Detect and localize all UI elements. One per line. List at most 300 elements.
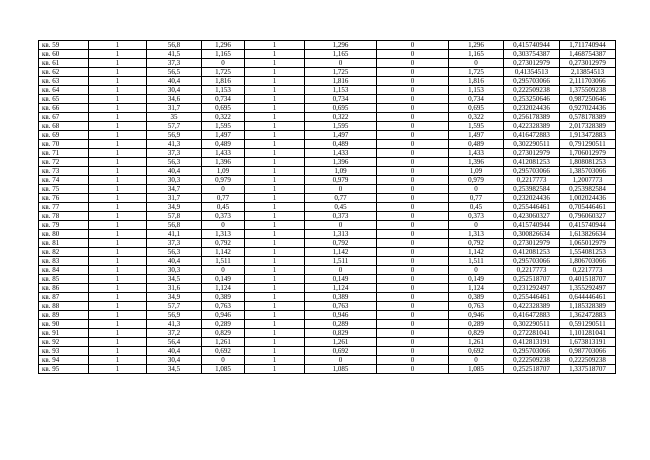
- apartment-label-cell: кв. 67: [39, 113, 89, 122]
- table-cell: 1,313: [202, 230, 245, 239]
- table-cell: 1: [245, 212, 305, 221]
- table-cell: 1,511: [449, 257, 504, 266]
- table-cell: 40,4: [147, 347, 202, 356]
- table-cell: 1: [89, 239, 147, 248]
- table-cell: 0,45: [305, 203, 377, 212]
- table-cell: 1,497: [449, 131, 504, 140]
- table-cell: 0: [377, 302, 449, 311]
- table-cell: 0,763: [202, 302, 245, 311]
- table-cell: 1: [89, 338, 147, 347]
- table-cell: 0,489: [305, 140, 377, 149]
- table-cell: 1: [245, 104, 305, 113]
- table-cell: 34,9: [147, 293, 202, 302]
- table-cell: 0: [377, 131, 449, 140]
- table-cell: 0,2217773: [504, 176, 560, 185]
- table-cell: 1,085: [305, 365, 377, 374]
- table-cell: 0: [305, 185, 377, 194]
- table-cell: 1,816: [449, 77, 504, 86]
- table-cell: 0: [377, 77, 449, 86]
- table-cell: 0,255446461: [504, 203, 560, 212]
- table-row: [39, 356, 616, 365]
- table-cell: 0,792: [202, 239, 245, 248]
- table-cell: 1: [245, 275, 305, 284]
- table-cell: 1,065012979: [560, 239, 616, 248]
- table-cell: 1: [245, 86, 305, 95]
- table-cell: 57,7: [147, 302, 202, 311]
- table-row: [39, 347, 616, 356]
- table-cell: 0: [377, 41, 449, 50]
- table-cell: 0,401518707: [560, 275, 616, 284]
- table-cell: 1: [245, 284, 305, 293]
- table-cell: 1: [89, 329, 147, 338]
- table-row: [39, 284, 616, 293]
- table-cell: 0,979: [202, 176, 245, 185]
- table-cell: 1,433: [305, 149, 377, 158]
- table-cell: 1: [89, 59, 147, 68]
- table-cell: 0,705446461: [560, 203, 616, 212]
- table-cell: 1: [89, 167, 147, 176]
- table-cell: 30,4: [147, 356, 202, 365]
- table-cell: 1: [245, 194, 305, 203]
- apartment-label-cell: кв. 94: [39, 356, 89, 365]
- table-cell: 0,829: [202, 329, 245, 338]
- table-cell: 0,415740944: [560, 221, 616, 230]
- table-cell: 35: [147, 113, 202, 122]
- table-cell: 0: [449, 266, 504, 275]
- table-cell: 0,792: [305, 239, 377, 248]
- table-row: [39, 266, 616, 275]
- table-cell: 0: [202, 221, 245, 230]
- table-cell: 1: [89, 266, 147, 275]
- table-cell: 40,4: [147, 77, 202, 86]
- table-cell: 1: [245, 167, 305, 176]
- table-cell: 1,085: [449, 365, 504, 374]
- table-cell: 1,085: [202, 365, 245, 374]
- apartment-label-cell: кв. 74: [39, 176, 89, 185]
- table-cell: 31,7: [147, 104, 202, 113]
- table-cell: 0: [202, 356, 245, 365]
- table-cell: 0,149: [202, 275, 245, 284]
- table-cell: 0,45: [449, 203, 504, 212]
- table-cell: 1,396: [202, 158, 245, 167]
- apartment-label-cell: кв. 60: [39, 50, 89, 59]
- table-cell: 2,017328389: [560, 122, 616, 131]
- apartment-label-cell: кв. 66: [39, 104, 89, 113]
- table-cell: 0,987703066: [560, 347, 616, 356]
- table-cell: 0,232024436: [504, 104, 560, 113]
- table-cell: 1,142: [202, 248, 245, 257]
- table-cell: 1: [245, 329, 305, 338]
- table-row: [39, 59, 616, 68]
- table-cell: 0,273012979: [560, 59, 616, 68]
- table-cell: 0: [377, 50, 449, 59]
- table-cell: 1,375509238: [560, 86, 616, 95]
- table-cell: 1,142: [305, 248, 377, 257]
- table-cell: 1: [89, 41, 147, 50]
- table-cell: 0,422328389: [504, 302, 560, 311]
- table-cell: 0,987250646: [560, 95, 616, 104]
- table-cell: 0,695: [449, 104, 504, 113]
- apartment-label-cell: кв. 71: [39, 149, 89, 158]
- table-cell: 1: [245, 302, 305, 311]
- table-cell: 0: [305, 356, 377, 365]
- table-cell: 1: [89, 113, 147, 122]
- table-cell: 1: [89, 248, 147, 257]
- table-cell: 1: [245, 338, 305, 347]
- table-cell: 1: [245, 347, 305, 356]
- table-cell: 1: [89, 131, 147, 140]
- table-cell: 0: [377, 149, 449, 158]
- table-cell: 1,261: [202, 338, 245, 347]
- table-cell: 57,7: [147, 122, 202, 131]
- table-cell: 1,396: [449, 158, 504, 167]
- table-cell: 0: [377, 86, 449, 95]
- apartment-label-cell: кв. 72: [39, 158, 89, 167]
- table-cell: 1: [89, 185, 147, 194]
- table-cell: 0,389: [449, 293, 504, 302]
- table-cell: 56,5: [147, 68, 202, 77]
- table-cell: 31,6: [147, 284, 202, 293]
- table-cell: 1,468754387: [560, 50, 616, 59]
- table-cell: 0,273012979: [504, 59, 560, 68]
- table-row: [39, 248, 616, 257]
- table-cell: 0,389: [305, 293, 377, 302]
- table-cell: 1,725: [202, 68, 245, 77]
- table-cell: 0: [377, 95, 449, 104]
- table-cell: 0,489: [449, 140, 504, 149]
- table-cell: 1: [245, 248, 305, 257]
- table-cell: 0,252518707: [504, 275, 560, 284]
- table-cell: 1: [89, 212, 147, 221]
- table-cell: 0,252518707: [504, 365, 560, 374]
- table-cell: 0: [377, 140, 449, 149]
- table-cell: 0,489: [202, 140, 245, 149]
- table-cell: 0: [377, 275, 449, 284]
- table-row: [39, 95, 616, 104]
- table-cell: 1: [245, 176, 305, 185]
- table-cell: 56,8: [147, 221, 202, 230]
- table-cell: 0: [377, 158, 449, 167]
- table-cell: 0,322: [202, 113, 245, 122]
- table-cell: 1,124: [305, 284, 377, 293]
- table-cell: 56,4: [147, 338, 202, 347]
- table-cell: 0,591290511: [560, 320, 616, 329]
- table-row: [39, 122, 616, 131]
- table-cell: 1,816: [305, 77, 377, 86]
- table-cell: 1,673813191: [560, 338, 616, 347]
- table-cell: 1: [245, 41, 305, 50]
- table-cell: 0,695: [305, 104, 377, 113]
- table-cell: 1,296: [202, 41, 245, 50]
- table-cell: 0,734: [202, 95, 245, 104]
- table-cell: 0: [377, 203, 449, 212]
- table-cell: 1: [245, 365, 305, 374]
- table-cell: 0,2217773: [560, 266, 616, 275]
- table-cell: 0,322: [305, 113, 377, 122]
- table-cell: 0,373: [449, 212, 504, 221]
- apartment-label-cell: кв. 63: [39, 77, 89, 86]
- apartment-label-cell: кв. 70: [39, 140, 89, 149]
- table-cell: 0,149: [305, 275, 377, 284]
- apartment-label-cell: кв. 78: [39, 212, 89, 221]
- table-row: [39, 257, 616, 266]
- table-cell: 0: [377, 311, 449, 320]
- table-cell: 1,725: [305, 68, 377, 77]
- table-cell: 37,3: [147, 149, 202, 158]
- table-cell: 1,124: [202, 284, 245, 293]
- table-cell: 1,806703066: [560, 257, 616, 266]
- table-cell: 0,322: [449, 113, 504, 122]
- table-cell: 0: [202, 185, 245, 194]
- apartment-label-cell: кв. 61: [39, 59, 89, 68]
- table-cell: 0,300826634: [504, 230, 560, 239]
- table-cell: 1,362472883: [560, 311, 616, 320]
- table-cell: 0,791290511: [560, 140, 616, 149]
- table-cell: 1: [245, 122, 305, 131]
- table-cell: 34,7: [147, 185, 202, 194]
- table-cell: 0,692: [449, 347, 504, 356]
- table-cell: 1,2007773: [560, 176, 616, 185]
- table-cell: 0: [377, 320, 449, 329]
- table-cell: 0,303754387: [504, 50, 560, 59]
- table-cell: 0,422328389: [504, 122, 560, 131]
- apartment-label-cell: кв. 65: [39, 95, 89, 104]
- table-cell: 0: [305, 59, 377, 68]
- table-cell: 1: [245, 77, 305, 86]
- apartment-label-cell: кв. 88: [39, 302, 89, 311]
- table-row: [39, 131, 616, 140]
- table-cell: 0: [449, 185, 504, 194]
- table-cell: 0,253250646: [504, 95, 560, 104]
- table-cell: 1,595: [449, 122, 504, 131]
- table-row: [39, 176, 616, 185]
- table-cell: 1: [89, 140, 147, 149]
- table-cell: 0,373: [305, 212, 377, 221]
- table-cell: 1,613826634: [560, 230, 616, 239]
- table-cell: 0,763: [305, 302, 377, 311]
- table-cell: 0,2217773: [504, 266, 560, 275]
- table-cell: 0,77: [202, 194, 245, 203]
- table-cell: 0: [449, 356, 504, 365]
- table-cell: 1: [89, 275, 147, 284]
- table-cell: 0,829: [449, 329, 504, 338]
- table-cell: 1: [89, 230, 147, 239]
- table-cell: 1,511: [305, 257, 377, 266]
- table-cell: 1: [89, 77, 147, 86]
- table-cell: 0,253982584: [504, 185, 560, 194]
- table-cell: 1,913472883: [560, 131, 616, 140]
- table-cell: 0,946: [202, 311, 245, 320]
- table-cell: 1,142: [449, 248, 504, 257]
- table-cell: 0,289: [305, 320, 377, 329]
- table-cell: 0: [377, 230, 449, 239]
- table-cell: 0: [377, 167, 449, 176]
- table-cell: 41,1: [147, 230, 202, 239]
- apartment-label-cell: кв. 76: [39, 194, 89, 203]
- table-row: [39, 311, 616, 320]
- table-cell: 0: [305, 221, 377, 230]
- table-cell: 1,725: [449, 68, 504, 77]
- table-cell: 1,711740944: [560, 41, 616, 50]
- table-cell: 1,816: [202, 77, 245, 86]
- table-cell: 0,232024436: [504, 194, 560, 203]
- table-row: [39, 113, 616, 122]
- table-cell: 56,8: [147, 41, 202, 50]
- table-cell: 1,385703066: [560, 167, 616, 176]
- table-cell: 1,165: [202, 50, 245, 59]
- table-cell: 1,497: [202, 131, 245, 140]
- table-cell: 1: [89, 95, 147, 104]
- table-cell: 30,3: [147, 266, 202, 275]
- table-cell: 1: [245, 320, 305, 329]
- table-cell: 0: [377, 104, 449, 113]
- table-cell: 1: [245, 239, 305, 248]
- table-cell: 1: [245, 185, 305, 194]
- table-cell: 1: [89, 203, 147, 212]
- table-cell: 2,13854513: [560, 68, 616, 77]
- table-cell: 1,09: [202, 167, 245, 176]
- table-cell: 0,415740944: [504, 221, 560, 230]
- table-cell: 0,695: [202, 104, 245, 113]
- table-cell: 56,3: [147, 248, 202, 257]
- table-cell: 0,45: [202, 203, 245, 212]
- table-cell: 0: [377, 212, 449, 221]
- table-cell: 1: [245, 221, 305, 230]
- table-cell: 1,296: [449, 41, 504, 50]
- table-cell: 34,6: [147, 95, 202, 104]
- table-row: [39, 320, 616, 329]
- table-cell: 1: [89, 311, 147, 320]
- table-cell: 1: [245, 230, 305, 239]
- table-cell: 1,124: [449, 284, 504, 293]
- table-cell: 0,692: [305, 347, 377, 356]
- table-cell: 40,4: [147, 257, 202, 266]
- table-cell: 0,295703066: [504, 77, 560, 86]
- table-cell: 0: [377, 356, 449, 365]
- table-cell: 0: [377, 194, 449, 203]
- table-cell: 0: [377, 113, 449, 122]
- apartment-label-cell: кв. 62: [39, 68, 89, 77]
- table-cell: 1: [89, 347, 147, 356]
- table-cell: 41,3: [147, 320, 202, 329]
- apartment-label-cell: кв. 64: [39, 86, 89, 95]
- table-cell: 1,002024436: [560, 194, 616, 203]
- apartment-label-cell: кв. 83: [39, 257, 89, 266]
- table-cell: 0,256178389: [504, 113, 560, 122]
- table-cell: 0: [377, 59, 449, 68]
- table-cell: 1,185328389: [560, 302, 616, 311]
- apartment-label-cell: кв. 73: [39, 167, 89, 176]
- table-cell: 0,222509238: [560, 356, 616, 365]
- table-cell: 0,253982584: [560, 185, 616, 194]
- table-cell: 0,412081253: [504, 158, 560, 167]
- table-cell: 0,373: [202, 212, 245, 221]
- table-cell: 1: [89, 149, 147, 158]
- apartment-label-cell: кв. 90: [39, 320, 89, 329]
- table-cell: 0,222509238: [504, 86, 560, 95]
- table-cell: 56,9: [147, 311, 202, 320]
- table-cell: 0: [377, 122, 449, 131]
- apartment-label-cell: кв. 86: [39, 284, 89, 293]
- table-cell: 37,3: [147, 59, 202, 68]
- table-cell: 0,796060327: [560, 212, 616, 221]
- table-cell: 1: [245, 311, 305, 320]
- table-cell: 1,355292497: [560, 284, 616, 293]
- table-cell: 1,261: [449, 338, 504, 347]
- table-cell: 1,497: [305, 131, 377, 140]
- table-cell: 0,289: [449, 320, 504, 329]
- apartment-label-cell: кв. 69: [39, 131, 89, 140]
- table-cell: 0: [377, 329, 449, 338]
- table-cell: 37,3: [147, 239, 202, 248]
- table-cell: 40,4: [147, 167, 202, 176]
- table-cell: 1: [245, 356, 305, 365]
- table-row: [39, 149, 616, 158]
- table-cell: 0,644446461: [560, 293, 616, 302]
- table-cell: 1,153: [305, 86, 377, 95]
- table-cell: 0,295703066: [504, 167, 560, 176]
- table-row: [39, 230, 616, 239]
- table-cell: 0: [377, 248, 449, 257]
- table-cell: 0: [377, 338, 449, 347]
- table-cell: 0,829: [305, 329, 377, 338]
- table-cell: 1: [89, 176, 147, 185]
- table-cell: 0,295703066: [504, 347, 560, 356]
- table-row: [39, 203, 616, 212]
- table-cell: 1: [245, 140, 305, 149]
- table-cell: 0,302290511: [504, 320, 560, 329]
- table-cell: 34,5: [147, 275, 202, 284]
- table-cell: 1: [245, 68, 305, 77]
- table-cell: 1: [245, 131, 305, 140]
- table-row: [39, 104, 616, 113]
- table-row: [39, 293, 616, 302]
- table-cell: 0,415740944: [504, 41, 560, 50]
- table-cell: 1: [89, 284, 147, 293]
- table-cell: 1: [245, 149, 305, 158]
- apartment-label-cell: кв. 79: [39, 221, 89, 230]
- table-cell: 0,692: [202, 347, 245, 356]
- table-cell: 1,706012979: [560, 149, 616, 158]
- table-body: [39, 41, 616, 374]
- table-cell: 0: [377, 176, 449, 185]
- table-cell: 1: [245, 293, 305, 302]
- table-row: [39, 329, 616, 338]
- table-cell: 34,5: [147, 365, 202, 374]
- table-cell: 0,979: [305, 176, 377, 185]
- table-row: [39, 185, 616, 194]
- table-cell: 2,111703066: [560, 77, 616, 86]
- table-cell: 0,578178389: [560, 113, 616, 122]
- table-cell: 1: [89, 365, 147, 374]
- table-cell: 1: [89, 320, 147, 329]
- table-cell: 0,416472883: [504, 311, 560, 320]
- table-row: [39, 41, 616, 50]
- table-cell: 1,313: [449, 230, 504, 239]
- table-cell: 0,41354513: [504, 68, 560, 77]
- table-cell: 1,153: [449, 86, 504, 95]
- table-cell: 56,3: [147, 158, 202, 167]
- table-row: [39, 50, 616, 59]
- table-cell: 0: [202, 59, 245, 68]
- table-row: [39, 77, 616, 86]
- table-cell: 1: [89, 302, 147, 311]
- table-cell: 1,165: [305, 50, 377, 59]
- table-cell: 0: [377, 266, 449, 275]
- table-cell: 0,927024436: [560, 104, 616, 113]
- table-cell: 0: [377, 185, 449, 194]
- table-cell: 0,77: [449, 194, 504, 203]
